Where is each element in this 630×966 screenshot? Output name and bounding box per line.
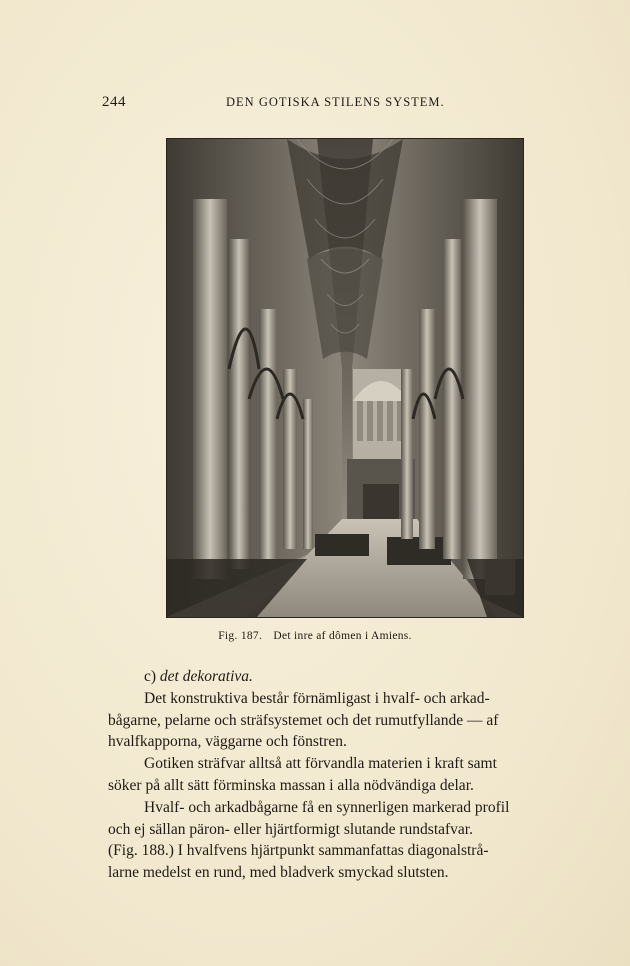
text-line: Det konstruktiva består förnämligast i hvalf- och arkad- [144, 689, 490, 707]
running-head [100, 92, 530, 112]
text-line: bågarne, pelarne och sträfsystemet och det rumutfyllande — af [108, 711, 499, 729]
text-line: (Fig. 188.) I hvalfvens hjärtpunkt sammanfattas diagonalstrå- [108, 842, 489, 860]
figure-caption-text: Det inre af dômen i Amiens. [273, 630, 412, 642]
text-line: hvalfkapporna, väggarne och fönstren. [108, 733, 347, 751]
text-line: Gotiken sträfvar alltså att förvandla materien i kraft samt [144, 755, 497, 773]
figure-caption [0, 630, 630, 642]
body-text [108, 666, 592, 884]
text-line: larne medelst en rund, med bladverk smyckad slutsten. [108, 864, 449, 882]
text-line: och ej sällan päron- eller hjärtformigt slutande rundstafvar. [108, 820, 473, 838]
section-heading [108, 666, 592, 688]
running-title: DEN GOTISKA STILENS SYSTEM. [226, 95, 445, 109]
section-marker: c) [144, 668, 160, 685]
text-line: söker på allt sätt förminska massan i alla nödvändiga delar. [108, 776, 474, 794]
section-title: det dekorativa. [159, 668, 253, 685]
page-number: 244 [102, 94, 126, 110]
cathedral-interior-photo [166, 138, 524, 618]
figure-label: Fig. 187. [218, 630, 263, 642]
text-line: Hvalf- och arkadbågarne få en synnerligen markerad profil [144, 798, 510, 816]
